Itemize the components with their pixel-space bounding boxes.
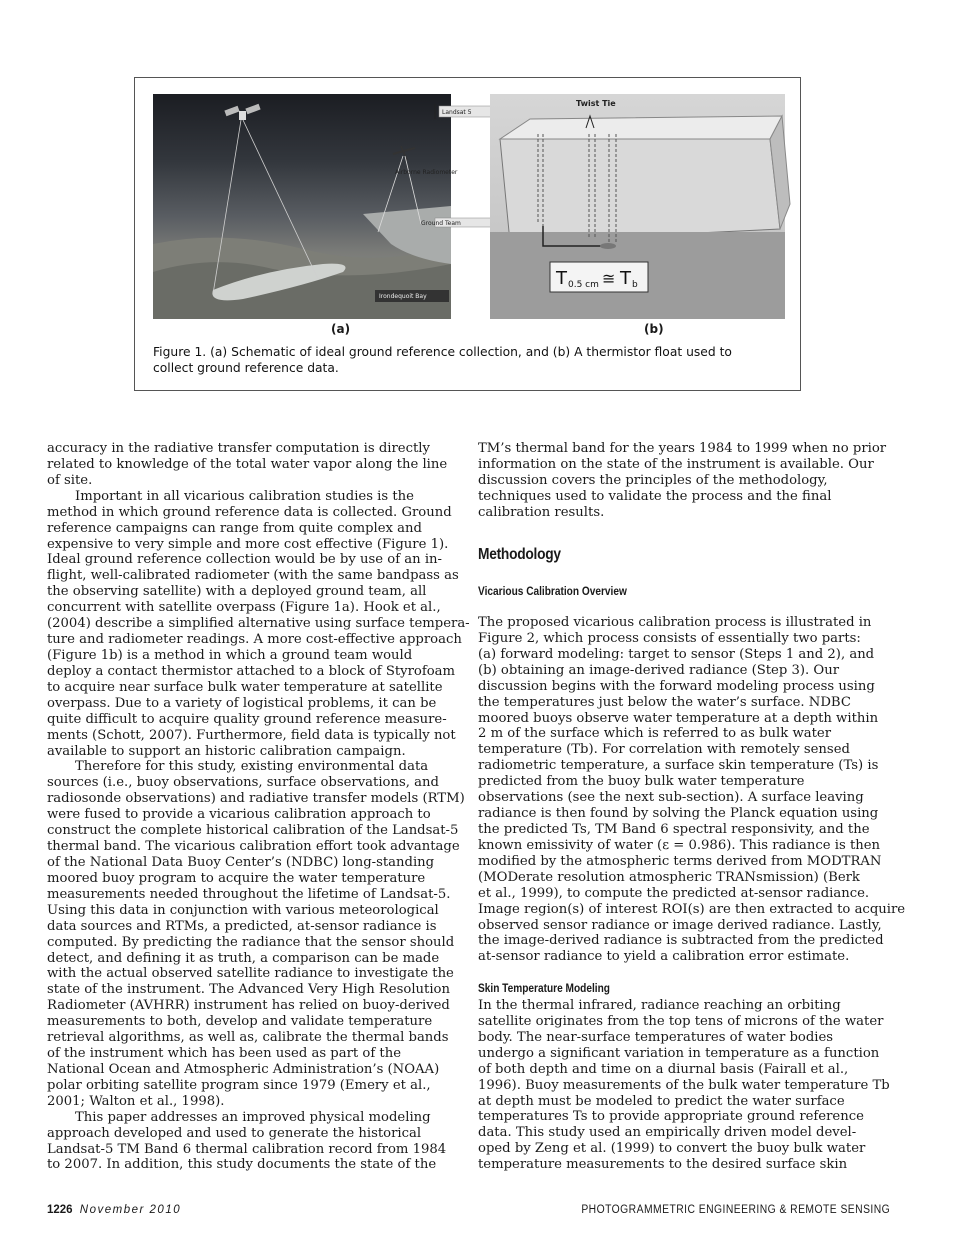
thermistor-float-illustration: [490, 94, 785, 319]
text-line: moored buoys observe water temperature at a depth within: [478, 710, 879, 726]
text-line: measurements to both, develop and validate temperature: [47, 1014, 433, 1030]
text-line: at-sensor radiance to yield a calibration error estimate.: [478, 949, 850, 965]
text-line: ture and radiometer readings. A more cost-effective approach: [47, 632, 462, 648]
text-line: related to knowledge of the total water vapor along the line: [47, 456, 448, 472]
caption-line: Figure 1. (a) Schematic of ideal ground reference collection, and (b) A thermistor float used to: [153, 345, 732, 359]
caption-line: collect ground reference data.: [153, 361, 339, 375]
text-line: at depth must be modeled to predict the water surface: [478, 1093, 845, 1109]
text-line: information on the state of the instrument is available. Our: [478, 456, 874, 472]
footer-page-info: [47, 1204, 181, 1216]
text-line: TM’s thermal band for the years 1984 to 1999 when no prior: [478, 441, 887, 456]
text-line: techniques used to validate the process and the final: [478, 488, 832, 504]
text-line: thermal band. The vicarious calibration effort took advantage: [47, 839, 460, 855]
right-column-overview-text: [478, 615, 906, 965]
issue-date: November 2010: [79, 1204, 182, 1216]
text-line: method in which ground reference data is collected. Ground: [47, 504, 452, 520]
equation-approx-sign: ≅: [602, 269, 616, 288]
page-number: 1226: [47, 1204, 73, 1216]
label-landsat-5: Landsat 5: [442, 109, 472, 116]
text-line: to 2007. In addition, this study documents the state of the: [47, 1157, 437, 1173]
text-line: Figure 2, which process consists of essentially two parts:: [478, 630, 861, 646]
text-line: flight, well-calibrated radiometer (with the same bandpass as: [47, 568, 459, 584]
text-line: radiometric temperature, a surface skin temperature (Ts) is: [478, 758, 879, 774]
text-line: modified by the atmospheric terms derived from MODTRAN: [478, 853, 882, 869]
text-line: of the National Data Buoy Center’s (NDBC) long-standing: [47, 854, 435, 870]
text-line: radiosonde observations) and radiative transfer models (RTM): [47, 791, 465, 807]
text-line: were fused to provide a vicarious calibration approach to: [47, 807, 431, 823]
equation-rhs-subscript: b: [632, 280, 638, 290]
text-line: deploy a contact thermistor attached to a block of Styrofoam: [47, 663, 456, 679]
schematic-illustration: [153, 94, 472, 319]
subheading-vicarious-calibration-overview: Vicarious Calibration Overview: [478, 586, 627, 598]
text-line: The proposed vicarious calibration process is illustrated in: [478, 615, 872, 630]
right-column-intro-text: [478, 441, 890, 521]
airborne-radiometer-icon: [393, 146, 415, 160]
text-line: 2001; Walton et al., 1998).: [47, 1093, 225, 1109]
text-line: the temperatures just below the water’s surface. NDBC: [478, 694, 851, 710]
label-twist-tie: Twist Tie: [576, 99, 616, 108]
text-line: quite difficult to acquire quality ground reference measure-: [47, 711, 447, 727]
text-line: computed. By predicting the radiance that the sensor should: [47, 934, 455, 950]
text-line: This paper addresses an improved physical modeling: [75, 1109, 431, 1125]
panel-b-letter: (b): [644, 322, 664, 336]
text-line: of the instrument which has been used as part of the: [47, 1046, 402, 1062]
text-line: Using this data in conjunction with various meteorological: [47, 902, 439, 918]
text-line: approach developed and used to generate the historical: [47, 1125, 422, 1141]
subheading-skin-temperature-modeling: Skin Temperature Modeling: [478, 983, 610, 995]
text-line: Radiometer (AVHRR) instrument has relied on buoy-derived: [47, 998, 450, 1014]
figure-1: [134, 77, 801, 391]
text-line: temperatures Ts to provide appropriate ground reference: [478, 1109, 864, 1125]
text-line: undergo a significant variation in temperature as a function: [478, 1045, 880, 1061]
text-line: temperature measurements to the desired surface skin: [478, 1157, 848, 1173]
text-line: discussion begins with the forward modeling process using: [478, 678, 875, 694]
figure-1a-schematic-image: [153, 94, 472, 319]
text-line: data sources and RTMs, a predicted, at-sensor radiance is: [47, 918, 437, 934]
text-line: the predicted Ts, TM Band 6 spectral responsivity, and the: [478, 821, 870, 837]
text-line: Therefore for this study, existing environmental data: [75, 759, 429, 775]
text-line: 2 m of the surface which is referred to as bulk water: [478, 726, 832, 742]
text-line: 1996). Buoy measurements of the bulk water temperature Tb: [478, 1077, 890, 1093]
text-line: Ideal ground reference collection would be by use of an in-: [47, 552, 442, 568]
text-line: known emissivity of water (ε = 0.986). This radiance is then: [478, 837, 881, 853]
text-line: et al., 1999), to compute the predicted at-sensor radiance.: [478, 885, 870, 901]
text-line: (2004) describe a simplified alternative using surface tempera-: [47, 616, 470, 632]
text-line: ments (Schott, 2007). Furthermore, field data is typically not: [47, 727, 456, 743]
text-line: reference campaigns can range from quite complex and: [47, 520, 422, 536]
text-line: body. The near-surface temperatures of water bodies: [478, 1029, 834, 1045]
text-line: with the actual observed satellite radiance to investigate the: [47, 966, 454, 982]
text-line: detect, and defining it as truth, a comparison can be made: [47, 950, 440, 966]
text-line: (Figure 1b) is a method in which a ground team would: [47, 647, 413, 663]
equation-lhs: T: [556, 268, 567, 289]
text-line: temperature (Tb). For correlation with remotely sensed: [478, 742, 850, 758]
text-line: the image-derived radiance is subtracted from the predicted: [478, 933, 884, 949]
text-line: Landsat-5 TM Band 6 thermal calibration record from 1984: [47, 1141, 447, 1157]
text-line: observations (see the next sub-section). A surface leaving: [478, 790, 864, 806]
satellite-icon: [224, 104, 260, 120]
text-line: overpass. Due to a variety of logistical problems, it can be: [47, 695, 437, 711]
label-irondequoit-bay: Irondequoit Bay: [379, 293, 427, 300]
equation-lhs-subscript: 0.5 cm: [568, 280, 599, 290]
text-line: sources (i.e., buoy observations, surface observations, and: [47, 775, 439, 791]
text-line: oped by Zeng et al. (1999) to convert the buoy bulk water: [478, 1141, 866, 1157]
text-line: state of the instrument. The Advanced Very High Resolution: [47, 982, 450, 998]
journal-name: PHOTOGRAMMETRIC ENGINEERING & REMOTE SENSING: [581, 1204, 890, 1216]
text-line: to acquire near surface bulk water temperature at satellite: [47, 679, 443, 695]
equation-rhs: T: [620, 268, 631, 289]
text-line: of site.: [47, 472, 93, 488]
text-line: In the thermal infrared, radiance reaching an orbiting: [478, 998, 841, 1013]
text-line: retrieval algorithms, as well as, calibrate the thermal bands: [47, 1030, 449, 1046]
text-line: measurements needed throughout the lifetime of Landsat-5.: [47, 886, 451, 902]
label-airborne-radiometer: Airborne Radiometer: [395, 169, 458, 176]
text-line: satellite originates from the top tens of microns of the water: [478, 1013, 884, 1029]
text-line: (MODerate resolution atmospheric TRANsmission) (Berk: [478, 869, 860, 885]
text-line: data. This study used an empirically driven model devel-: [478, 1125, 857, 1141]
text-line: discussion covers the principles of the methodology,: [478, 472, 828, 488]
text-line: radiance is then found by solving the Planck equation using: [478, 806, 879, 822]
text-line: concurrent with satellite overpass (Figure 1a). Hook et al.,: [47, 600, 441, 616]
right-column-skin-temp-text: [478, 998, 890, 1173]
panel-a-letter: (a): [331, 322, 351, 336]
text-line: National Ocean and Atmospheric Administration’s (NOAA): [47, 1061, 440, 1077]
text-line: available to support an historic calibration campaign.: [47, 743, 406, 759]
label-ground-team: Ground Team: [421, 220, 461, 227]
text-line: observed sensor radiance or image derived radiance. Lastly,: [478, 917, 882, 933]
text-line: moored buoy program to acquire the water temperature: [47, 870, 426, 886]
figure-caption: [153, 344, 783, 376]
text-line: the observing satellite) with a deployed ground team, all: [47, 584, 427, 600]
text-line: calibration results.: [478, 504, 605, 520]
text-line: construct the complete historical calibration of the Landsat-5: [47, 823, 459, 839]
figure-1b-thermistor-float-image: [490, 94, 785, 319]
text-line: (a) forward modeling: target to sensor (Steps 1 and 2), and: [478, 646, 875, 662]
section-heading-methodology: Methodology: [478, 546, 561, 563]
text-line: expensive to very simple and more cost effective (Figure 1).: [47, 536, 449, 552]
text-line: predicted from the buoy bulk water temperature: [478, 774, 805, 790]
text-line: polar orbiting satellite program since 1979 (Emery et al.,: [47, 1077, 431, 1093]
text-line: of both depth and time on a diurnal basis (Fairall et al.,: [478, 1061, 849, 1077]
text-line: Image region(s) of interest ROI(s) are then extracted to acquire: [478, 901, 906, 917]
text-line: (b) obtaining an image-derived radiance (Step 3). Our: [478, 662, 840, 678]
text-line: Important in all vicarious calibration studies is the: [75, 488, 414, 504]
text-line: accuracy in the radiative transfer computation is directly: [47, 441, 430, 456]
left-column-text: [47, 441, 470, 1173]
